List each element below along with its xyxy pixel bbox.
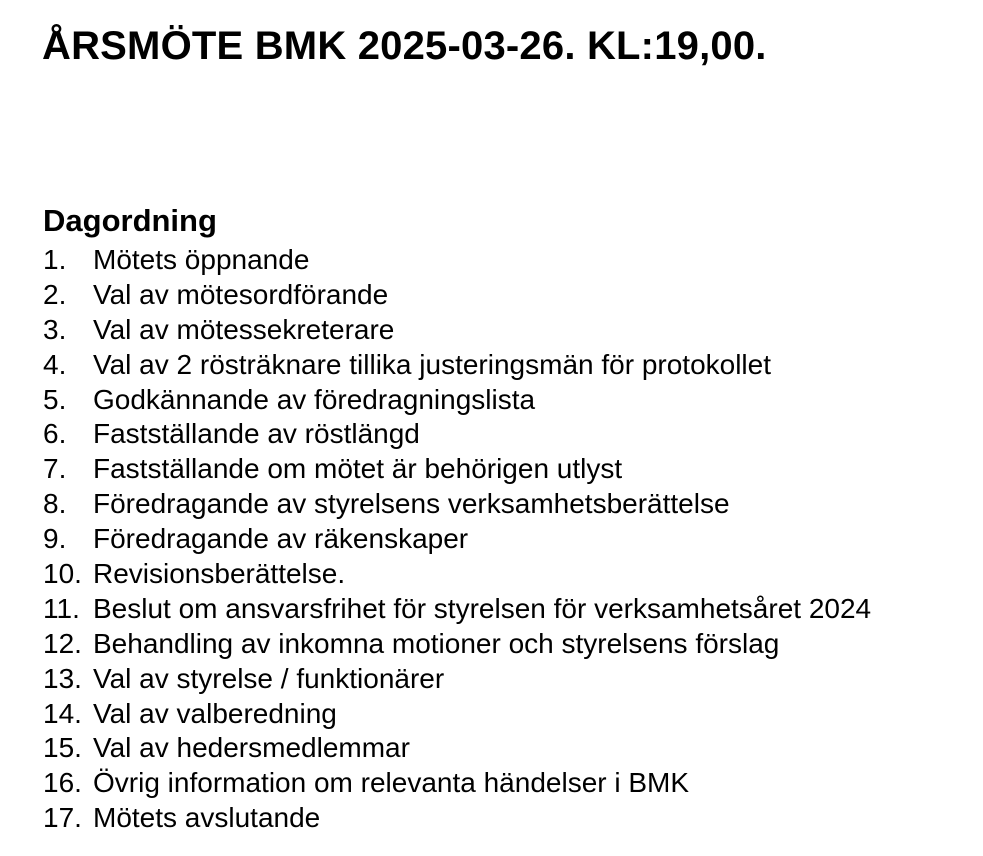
agenda-item-number: 6. xyxy=(43,418,67,450)
agenda-item-text: Mötets öppnande xyxy=(93,244,310,275)
agenda-item xyxy=(43,348,871,383)
agenda-item xyxy=(43,766,871,801)
document-title: ÅRSMÖTE BMK 2025-03-26. KL:19,00. xyxy=(42,24,767,68)
agenda-item-number: 8. xyxy=(43,488,67,520)
agenda-item xyxy=(43,592,871,627)
agenda-item xyxy=(43,801,871,836)
agenda-item xyxy=(43,383,871,418)
agenda-item-number: 14. xyxy=(43,697,82,729)
agenda-item-text: Övrig information om relevanta händelser i BMK xyxy=(93,767,690,799)
agenda-item-text: Val av styrelse / funktionärer xyxy=(93,662,445,694)
agenda-item xyxy=(43,417,871,452)
agenda-item xyxy=(43,452,871,487)
agenda-item-number: 1. xyxy=(43,244,67,275)
agenda-item-text: Beslut om ansvarsfrihet för styrelsen för verksamhetsåret 2024 xyxy=(93,592,872,624)
agenda-item-number: 17. xyxy=(43,802,82,834)
agenda-item-number: 15. xyxy=(43,732,82,764)
agenda-item-text: Val av 2 rösträknare tillika justeringsmän för protokollet xyxy=(93,348,772,380)
agenda-item xyxy=(43,731,871,766)
agenda-item xyxy=(43,487,871,522)
agenda-item-text: Föredragande av räkenskaper xyxy=(93,523,469,555)
agenda-item-text: Val av mötessekreterare xyxy=(93,313,395,345)
agenda-item-number: 10. xyxy=(43,558,82,590)
agenda-item-number: 11. xyxy=(43,592,80,624)
agenda-item-number: 4. xyxy=(43,348,67,380)
agenda-item-number: 12. xyxy=(43,627,82,659)
agenda-item xyxy=(43,313,871,348)
agenda-item-text: Fastställande om mötet är behörigen utlyst xyxy=(93,453,623,485)
agenda-item-number: 9. xyxy=(43,523,67,555)
agenda-item xyxy=(43,278,871,313)
agenda-item xyxy=(43,627,871,662)
agenda-item-number: 5. xyxy=(43,383,67,415)
agenda-item-number: 7. xyxy=(43,453,67,485)
agenda-item-text: Fastställande av röstlängd xyxy=(93,418,420,450)
agenda-item-text: Val av hedersmedlemmar xyxy=(93,732,410,764)
agenda-item xyxy=(43,522,871,557)
agenda-item-number: 16. xyxy=(43,767,82,799)
agenda-item xyxy=(43,557,871,592)
agenda-item-number: 3. xyxy=(43,313,67,345)
agenda-item-number: 2. xyxy=(43,278,67,310)
agenda-item xyxy=(43,243,871,278)
agenda-heading: Dagordning xyxy=(43,203,217,238)
agenda-item-text: Mötets avslutande xyxy=(93,802,321,834)
agenda-item-text: Föredragande av styrelsens verksamhetsberättelse xyxy=(93,488,730,520)
agenda-item-text: Revisionsberättelse. xyxy=(93,558,346,590)
agenda-item-text: Behandling av inkomna motioner och styrelsens förslag xyxy=(93,627,780,659)
agenda-item xyxy=(43,697,871,732)
agenda-item-text: Val av valberedning xyxy=(93,697,337,729)
agenda-item-text: Val av mötesordförande xyxy=(93,278,389,310)
agenda-item-number: 13. xyxy=(43,662,82,694)
agenda-list xyxy=(43,243,871,836)
agenda-item-text: Godkännande av föredragningslista xyxy=(93,383,536,415)
agenda-item xyxy=(43,662,871,697)
